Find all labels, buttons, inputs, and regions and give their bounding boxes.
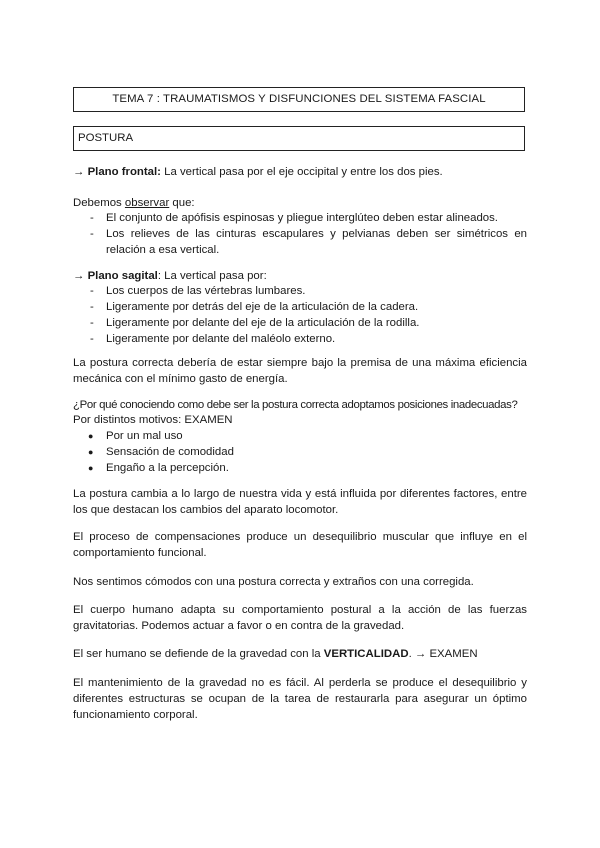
list-item: ● Por un mal uso	[73, 428, 527, 444]
observar-underlined: observar	[124, 197, 170, 209]
list-item: - Ligeramente por detrás del eje de la articulación de la cadera.	[73, 299, 527, 315]
paragraph-gravitatorias: El cuerpo humano adapta su comportamiento postural a la acción de las fuerzas gravitatorias. Podemos actuar a favor o en contra de la gravedad.	[73, 604, 527, 632]
list-item: - Ligeramente por delante del maléolo externo.	[73, 331, 527, 347]
arrow-icon: →	[73, 166, 88, 178]
paragraph-eficiencia: La postura correcta debería de estar siempre bajo la premisa de una máxima eficiencia mecánica con el mínimo gasto de energía.	[73, 357, 527, 385]
list-item: - Los relieves de las cinturas escapulares y pelvianas deben ser simétricos en relación a esa vertical.	[73, 226, 527, 258]
list-item: - Ligeramente por delante del eje de la articulación de la rodilla.	[73, 315, 527, 331]
paragraph-comodos: Nos sentimos cómodos con una postura correcta y extraños con una corregida.	[73, 576, 474, 588]
plano-frontal-label: Plano frontal:	[87, 166, 161, 178]
plano-sagital-list	[73, 283, 527, 347]
list-item: ● Engaño a la percepción.	[73, 460, 527, 476]
list-item: ● Sensación de comodidad	[73, 444, 527, 460]
motivos-list	[73, 428, 527, 476]
plano-sagital-text: : La vertical pasa por:	[157, 270, 267, 282]
observar-intro: Debemos observar que:	[73, 197, 195, 209]
plano-frontal-text: La vertical pasa por el eje occipital y entre los dos pies.	[160, 166, 443, 178]
paragraph-verticalidad: El ser humano se defiende de la gravedad con la VERTICALIDAD. → EXAMEN	[73, 648, 478, 660]
arrow-icon: →	[73, 270, 88, 282]
verticalidad-bold: VERTICALIDAD	[323, 648, 409, 660]
observar-list	[73, 210, 527, 258]
list-item: - Los cuerpos de las vértebras lumbares.	[73, 283, 527, 299]
plano-sagital-label: Plano sagital	[87, 270, 158, 282]
motivos-text: Por distintos motivos: EXAMEN	[73, 414, 233, 426]
paragraph-postura-cambia: La postura cambia a lo largo de nuestra vida y está influida por diferentes factores, entre los que destacan los cambios del aparato locomotor.	[73, 488, 527, 516]
plano-frontal-paragraph	[73, 164, 527, 180]
paragraph-compensaciones: El proceso de compensaciones produce un desequilibrio muscular que influye en el comportamiento funcional.	[73, 531, 527, 559]
document-title: TEMA 7 : TRAUMATISMOS Y DISFUNCIONES DEL SISTEMA FASCIAL	[73, 87, 525, 112]
plano-sagital-paragraph	[73, 268, 527, 284]
list-item: - El conjunto de apófisis espinosas y pliegue interglúteo deben estar alineados.	[73, 210, 527, 226]
question-text: ¿Por qué conociendo como debe ser la postura correcta adoptamos posiciones inadecuadas?	[73, 399, 518, 411]
section-heading: POSTURA	[73, 126, 525, 151]
paragraph-mantenimiento: El mantenimiento de la gravedad no es fácil. Al perderla se produce el desequilibrio y diferentes estructuras se ocupan de la tarea de restaurarla para asegurar un óptimo funcionamiento corporal.	[73, 677, 527, 721]
